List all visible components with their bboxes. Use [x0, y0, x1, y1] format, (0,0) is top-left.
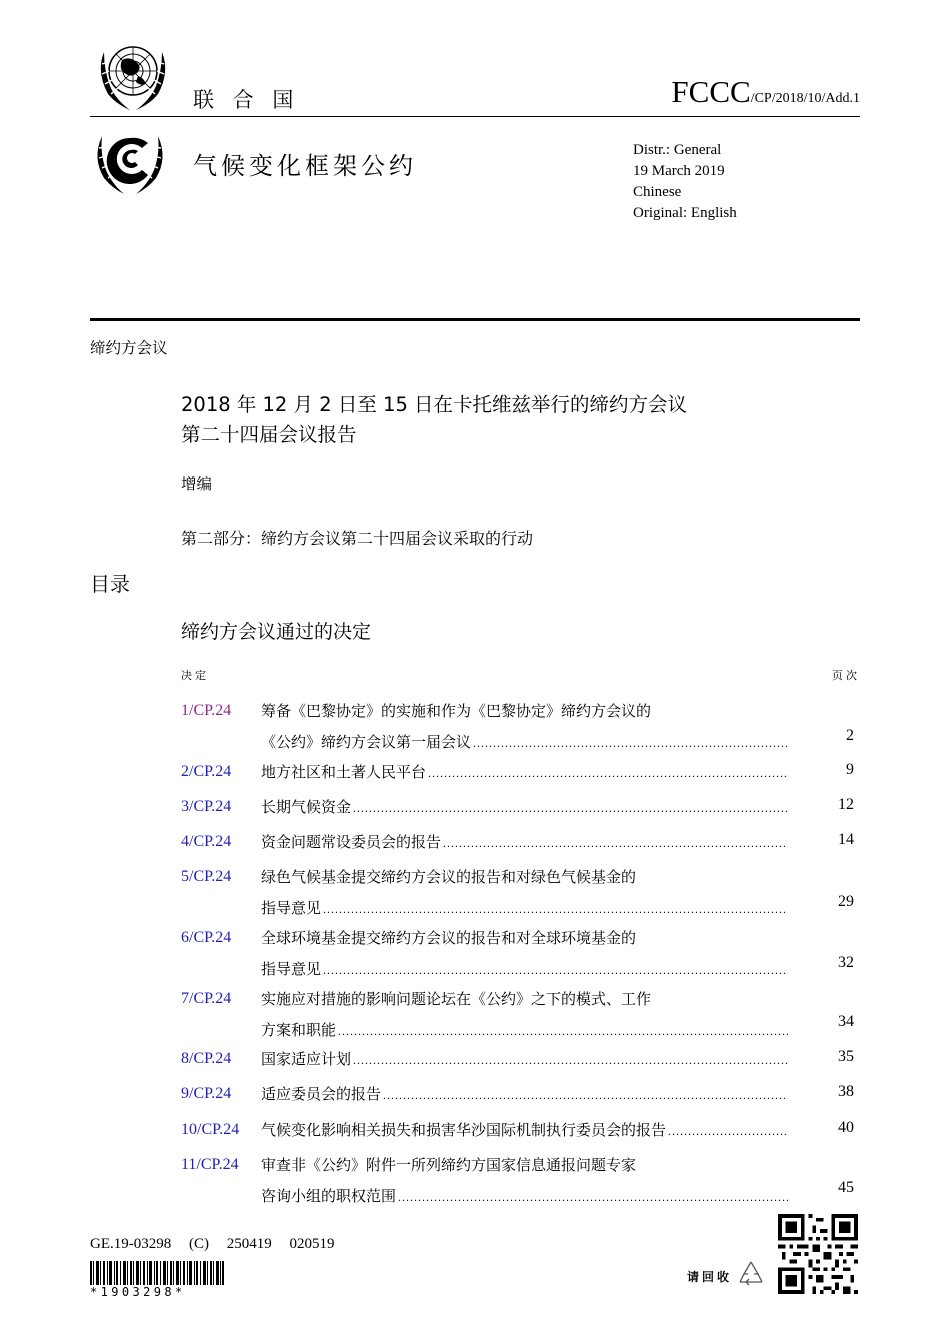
toc-leader-dots	[353, 1045, 788, 1076]
un-name: 联 合 国	[193, 88, 300, 112]
toc-title	[261, 696, 788, 758]
toc-title-line: 筹备《巴黎协定》的实施和作为《巴黎协定》缔约方会议的	[261, 702, 652, 720]
toc-page-number: 29	[838, 893, 854, 910]
toc-decision-link[interactable]: 6/CP.24	[181, 929, 232, 946]
toc-title-line: 实施应对措施的影响问题论坛在《公约》之下的模式、工作	[261, 990, 652, 1008]
toc-leader-dots	[323, 955, 788, 986]
toc-leader-dots	[443, 828, 788, 859]
toc-page-number: 9	[846, 761, 854, 778]
toc-title	[261, 792, 788, 824]
toc-decision-link[interactable]: 4/CP.24	[181, 833, 232, 850]
toc-decision-link[interactable]: 3/CP.24	[181, 798, 232, 815]
toc-title-line: 方案和职能	[261, 1020, 337, 1039]
toc-decision-link[interactable]: 1/CP.24	[181, 702, 232, 719]
toc-page-number: 40	[838, 1119, 854, 1136]
document-symbol	[671, 74, 860, 110]
toc-title-line: 适应委员会的报告	[261, 1085, 382, 1103]
toc-title-line: 地方社区和土著人民平台	[261, 763, 427, 781]
toc-title	[261, 984, 788, 1046]
toc-title	[261, 827, 788, 859]
toc-page-number: 38	[838, 1083, 854, 1100]
qr-code-icon	[778, 1214, 858, 1294]
toc-title	[261, 1150, 788, 1212]
un-emblem-icon	[90, 38, 176, 114]
toc-page-number: 35	[838, 1048, 854, 1065]
toc-page-number: 34	[838, 1013, 854, 1030]
toc-title-line: 《公约》缔约方会议第一届会议	[261, 732, 472, 751]
recycle-icon	[736, 1258, 766, 1288]
toc-title	[261, 1079, 788, 1111]
toc-page-number: 2	[846, 727, 854, 744]
column-decision: 决定	[181, 669, 209, 682]
toc-title-line: 资金问题常设委员会的报告	[261, 833, 442, 851]
toc-leader-dots	[668, 1116, 788, 1147]
contents-heading: 目录	[90, 572, 130, 596]
job-number-line	[90, 1236, 335, 1253]
toc-decision-link[interactable]: 9/CP.24	[181, 1085, 232, 1102]
toc-page-number: 45	[838, 1179, 854, 1196]
column-page: 页次	[832, 669, 860, 682]
part-heading: 第二部分：缔约方会议第二十四届会议采取的行动	[181, 529, 534, 548]
toc-leader-dots	[338, 1016, 788, 1047]
barcode-text: *1903298*	[90, 1285, 186, 1299]
toc-title-line: 审查非《公约》附件一所列缔约方国家信息通报问题专家	[261, 1156, 637, 1174]
toc-title-line: 指导意见	[261, 959, 322, 978]
symbol-suffix: /CP/2018/10/Add.1	[750, 91, 860, 106]
toc-decision-link[interactable]: 2/CP.24	[181, 763, 232, 780]
toc-leader-dots	[398, 1182, 788, 1213]
date-codes: 250419 020519	[226, 1236, 335, 1252]
toc-decision-link[interactable]: 5/CP.24	[181, 868, 232, 885]
original-language: Original: English	[633, 205, 737, 221]
document-title	[181, 390, 687, 450]
header-rule	[90, 116, 860, 117]
title-line-1: 2018 年 12 月 2 日至 15 日在卡托维兹举行的缔约方会议	[181, 393, 688, 416]
language: Chinese	[633, 184, 682, 200]
title-line-2: 第二十四届会议报告	[181, 423, 357, 446]
toc-leader-dots	[323, 894, 788, 925]
title-rule	[90, 318, 860, 321]
job-number: GE.19-03298 (C)	[90, 1236, 209, 1252]
decisions-heading: 缔约方会议通过的决定	[181, 621, 372, 643]
toc-title-line: 气候变化影响相关损失和损害华沙国际机制执行委员会的报告	[261, 1121, 667, 1139]
convention-name: 气候变化框架公约	[193, 152, 417, 180]
toc-title-line: 指导意见	[261, 898, 322, 917]
barcode-icon	[90, 1261, 224, 1285]
toc-leader-dots	[353, 793, 788, 824]
toc-decision-link[interactable]: 11/CP.24	[181, 1156, 239, 1173]
toc-leader-dots	[473, 728, 788, 759]
body-label: 缔约方会议	[90, 339, 168, 357]
toc-title-line: 绿色气候基金提交缔约方会议的报告和对绿色气候基金的	[261, 868, 637, 886]
toc-page-number: 12	[838, 796, 854, 813]
addendum-label: 增编	[181, 475, 213, 493]
distribution: Distr.: General	[633, 142, 722, 158]
unfccc-emblem-icon	[90, 126, 170, 200]
toc-page-number: 14	[838, 831, 854, 848]
toc-title-line: 国家适应计划	[261, 1050, 352, 1068]
toc-title	[261, 1044, 788, 1076]
toc-title-line: 咨询小组的职权范围	[261, 1186, 397, 1205]
toc-decision-link[interactable]: 7/CP.24	[181, 990, 232, 1007]
toc-title	[261, 757, 788, 789]
issue-date: 19 March 2019	[633, 163, 725, 179]
distribution-block	[633, 140, 737, 224]
symbol-main: FCCC	[671, 74, 751, 109]
toc-title	[261, 1115, 788, 1147]
toc-page-number: 32	[838, 954, 854, 971]
recycle-label: 请回收	[687, 1270, 733, 1284]
toc-title-line: 长期气候资金	[261, 798, 352, 816]
toc-title-line: 全球环境基金提交缔约方会议的报告和对全球环境基金的	[261, 929, 637, 947]
toc-title	[261, 862, 788, 924]
toc-leader-dots	[383, 1080, 788, 1111]
toc-title	[261, 923, 788, 985]
toc-decision-link[interactable]: 10/CP.24	[181, 1121, 240, 1138]
toc-decision-link[interactable]: 8/CP.24	[181, 1050, 232, 1067]
toc-leader-dots	[428, 758, 788, 789]
